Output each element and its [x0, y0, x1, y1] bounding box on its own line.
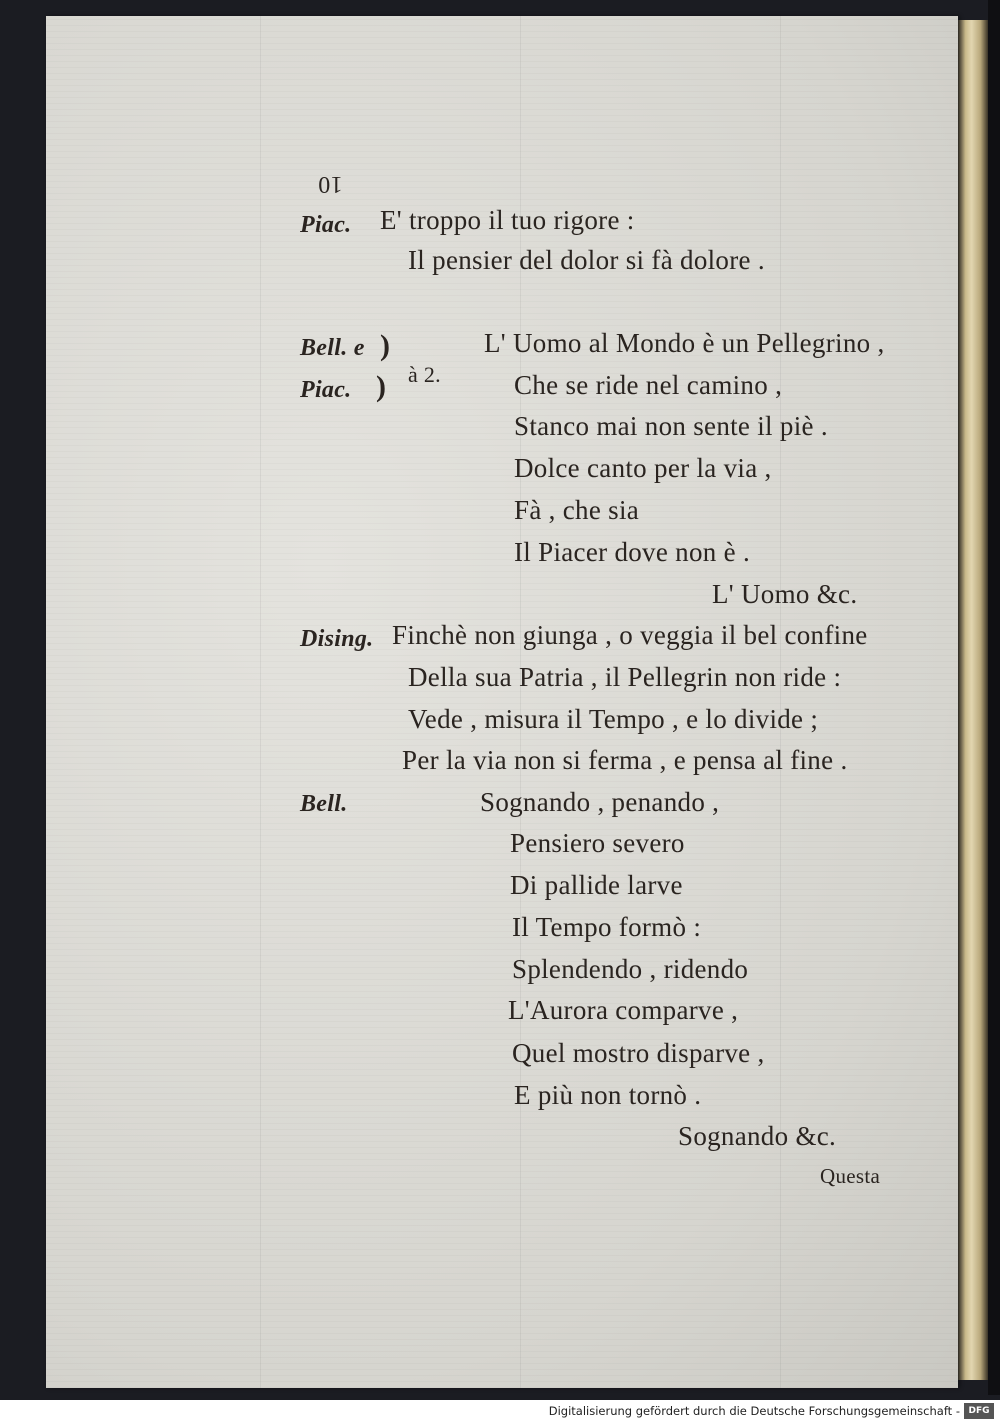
duet-marker: à 2. — [408, 362, 441, 387]
refrain-cue: L' Uomo &c. — [712, 579, 858, 609]
verse-line: Quel mostro disparve , — [512, 1038, 765, 1068]
verse-line: E' troppo il tuo rigore : — [380, 205, 635, 235]
verse-line: Stanco mai non sente il piè . — [514, 411, 828, 441]
funding-notice: Digitalisierung gefördert durch die Deutsche Forschungsgemeinschaft - — [548, 1404, 960, 1418]
verse-line: Finchè non giunga , o veggia il bel confine — [392, 620, 868, 650]
dfg-logo: DFG — [964, 1403, 994, 1419]
verse-line: L' Uomo al Mondo è un Pellegrino , — [484, 328, 885, 358]
catchword: Questa — [820, 1164, 881, 1188]
paper-chainline — [780, 16, 781, 1388]
verse-line: Splendendo , ridendo — [512, 954, 749, 984]
verse-line: Sognando , penando , — [480, 787, 720, 817]
verse-line: Dolce canto per la via , — [514, 453, 772, 483]
verse-line: E più non tornò . — [514, 1080, 702, 1110]
speaker-label: Bell. e — [300, 335, 365, 361]
verse-line: Di pallide larve — [510, 870, 683, 900]
verse-line: Per la via non si ferma , e pensa al fine . — [402, 745, 848, 775]
speaker-label: Dising. — [300, 626, 374, 652]
verse-line: Il Piacer dove non è . — [514, 537, 751, 567]
speaker-label: Piac. — [300, 212, 352, 238]
refrain-cue: Sognando &c. — [678, 1121, 837, 1151]
speaker-label: Piac. — [300, 377, 352, 403]
verse-line: Il pensier del dolor si fà dolore . — [408, 245, 765, 275]
page-number: 10 — [318, 171, 343, 197]
speaker-label: Bell. — [300, 791, 348, 817]
verse-line: L'Aurora comparve , — [508, 995, 739, 1025]
verse-line: Vede , misura il Tempo , e lo divide ; — [408, 704, 819, 734]
brace-mark: ) — [376, 370, 386, 403]
verse-line: Che se ride nel camino , — [514, 370, 783, 400]
verse-line: Fà , che sia — [514, 495, 640, 525]
paper-chainline — [260, 16, 261, 1388]
verse-line: Pensiero severo — [510, 828, 685, 858]
scan-border — [988, 0, 1000, 1395]
verse-line: Della sua Patria , il Pellegrin non ride : — [408, 662, 842, 692]
book-edge — [958, 20, 988, 1380]
brace-mark: ) — [380, 329, 390, 362]
verse-line: Il Tempo formò : — [512, 912, 702, 942]
footer-bar — [0, 1400, 1000, 1423]
